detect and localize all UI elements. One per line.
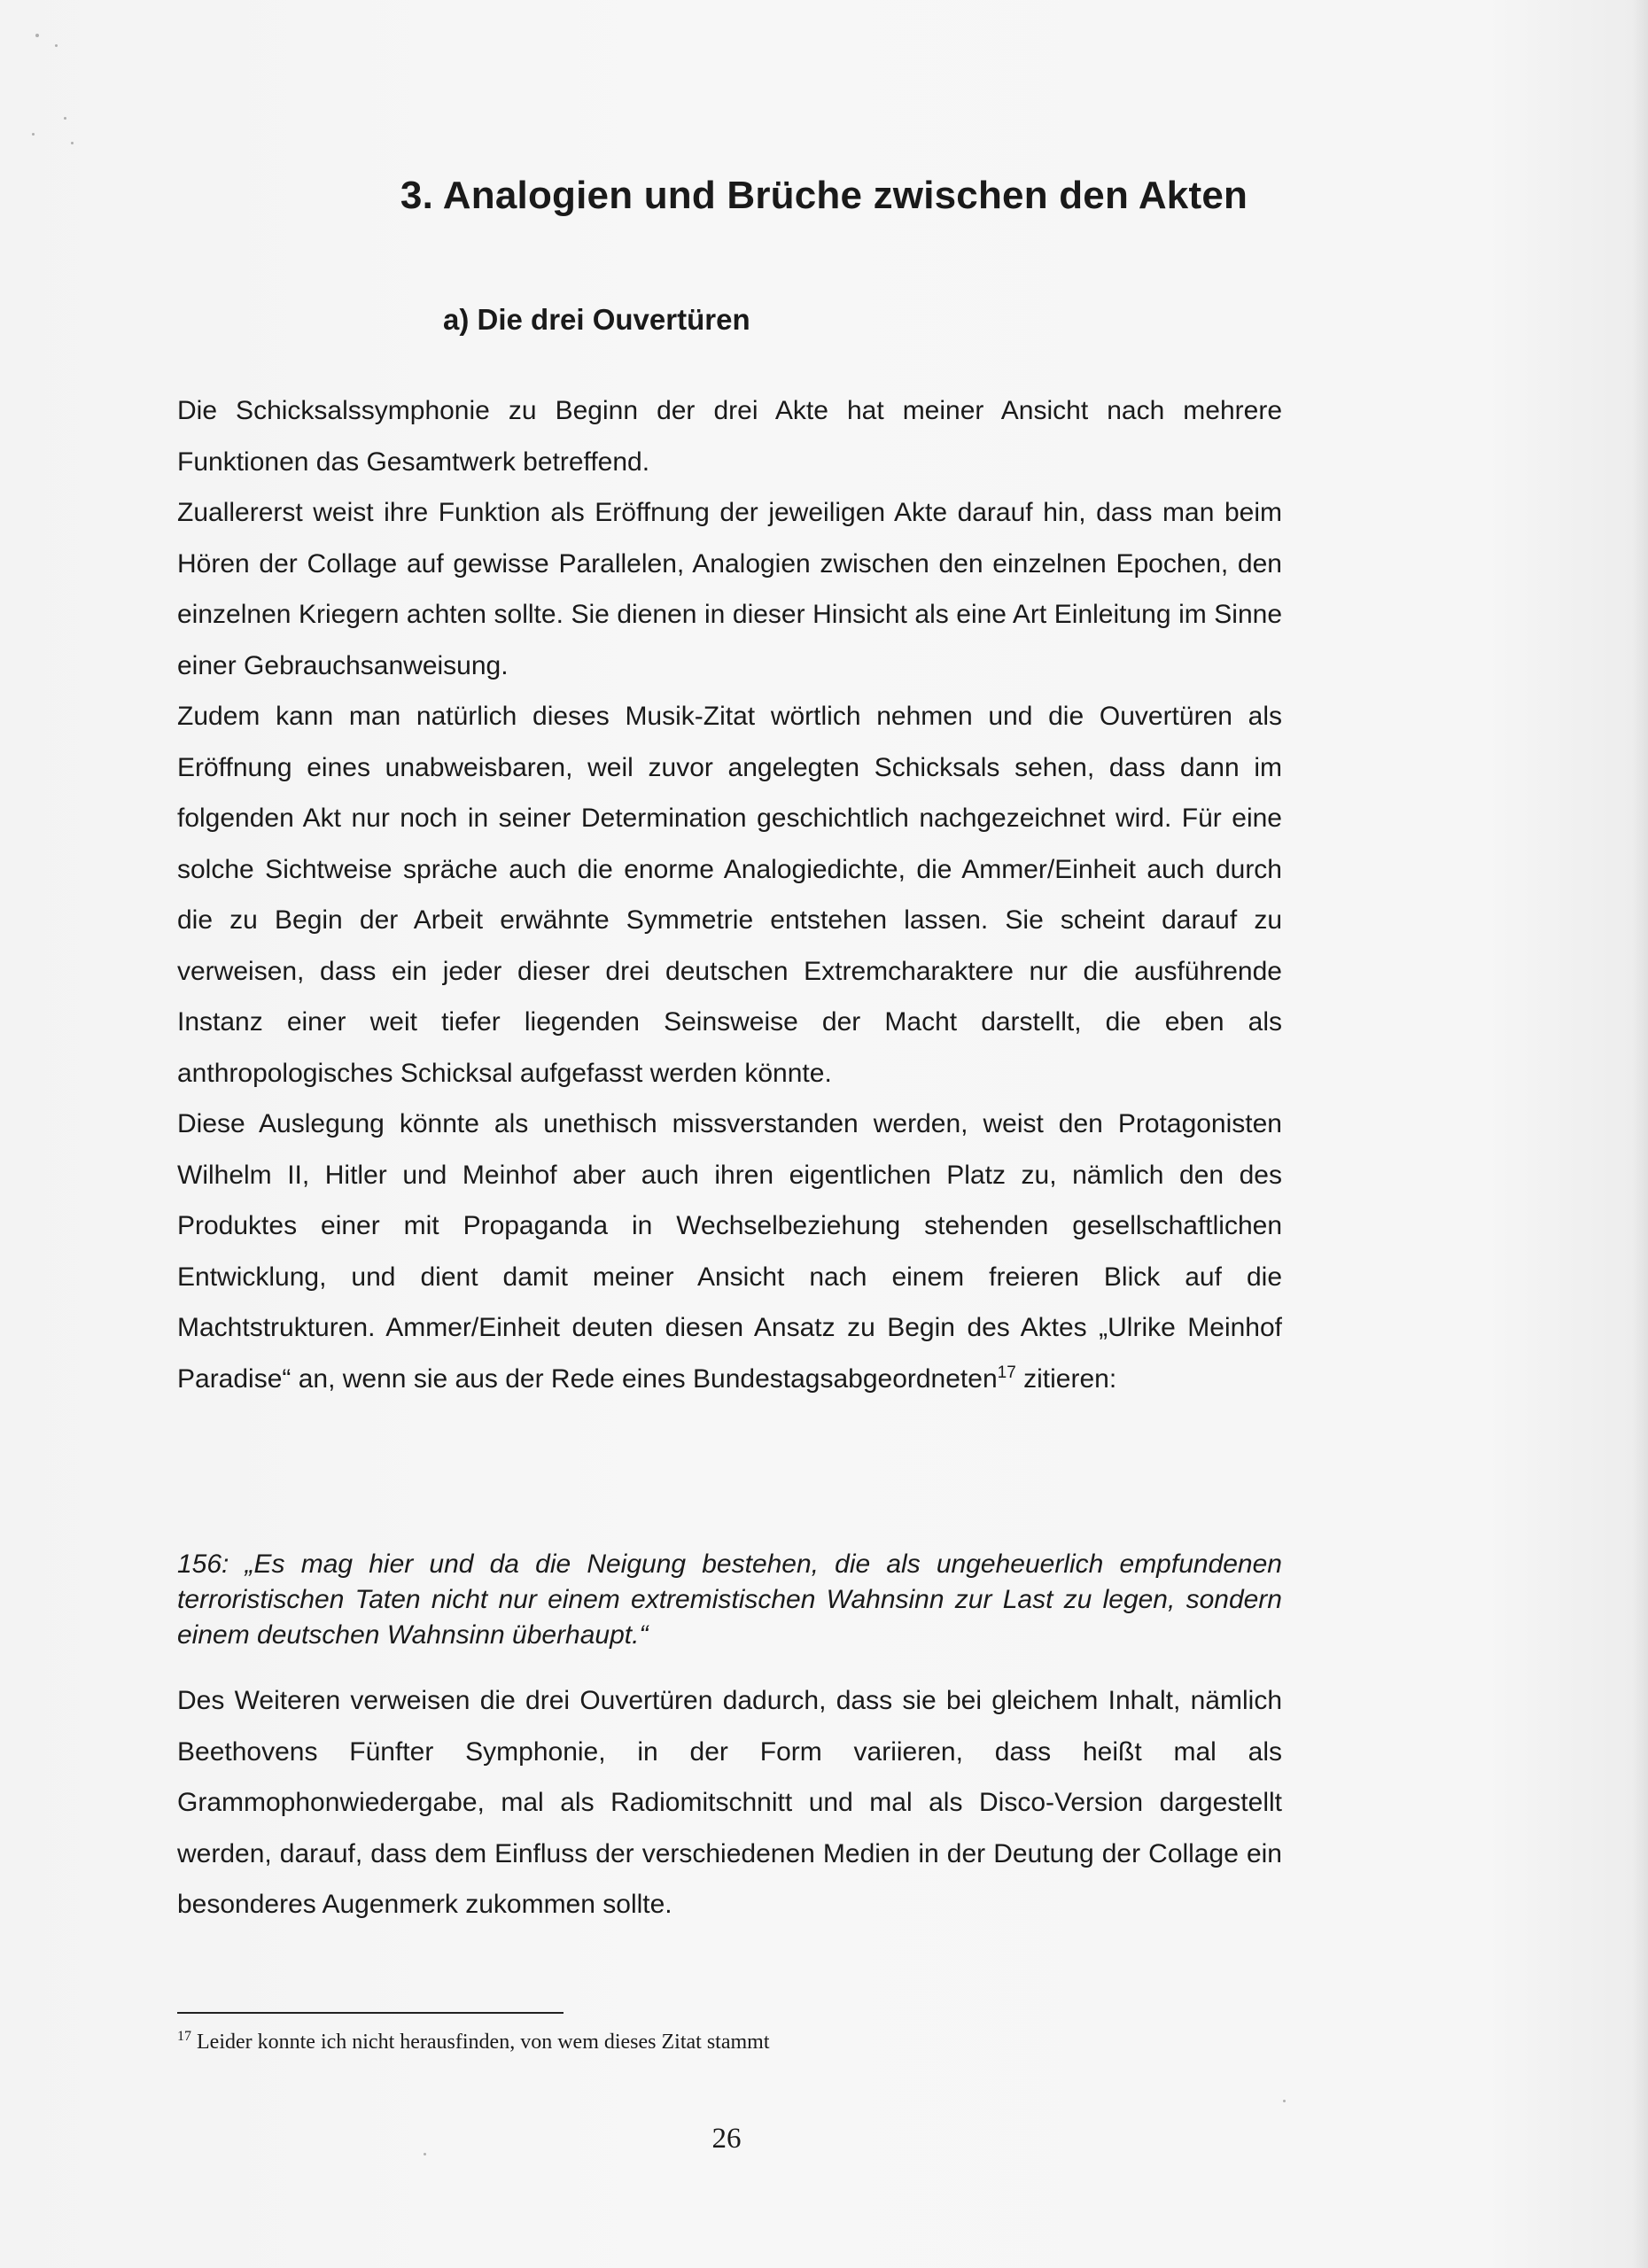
paragraph: Zuallererst weist ihre Funktion als Eröffnung der jeweiligen Akte darauf hin, dass man beim Hören der Collage auf gewisse Parallelen, Analogien zwischen den einzelnen Epochen, den einzelnen Kriegern achten sollte. Sie dienen in dieser Hinsicht als eine Art Einleitung im Sinne einer Gebrauchsanweisung. bbox=[177, 498, 1282, 680]
subsection-title: a) Die drei Ouvertüren bbox=[443, 303, 750, 336]
scan-speck bbox=[1283, 2100, 1286, 2102]
paragraph: Die Schicksalssymphonie zu Beginn der drei Akte hat meiner Ansicht nach mehrere Funktionen das Gesamtwerk betreffend. bbox=[177, 396, 1282, 477]
footnote-text: Leider konnte ich nicht herausfinden, von wem dieses Zitat stammt bbox=[191, 2031, 770, 2054]
footnote-number: 17 bbox=[177, 2029, 191, 2044]
closing-text bbox=[177, 1675, 1282, 1930]
body-text bbox=[177, 385, 1282, 1404]
page-edge-shadow bbox=[1632, 0, 1648, 2268]
footnote-divider bbox=[177, 2012, 564, 2014]
footnote-reference: 17 bbox=[997, 1363, 1016, 1382]
paragraph-with-footnote bbox=[177, 1099, 1282, 1404]
block-quote bbox=[177, 1547, 1282, 1653]
quote-text: 156: „Es mag hier und da die Neigung bestehen, die als ungeheuerlich empfundenen terroristischen Taten nicht nur einem extremistischen Wahnsinn zur Last zu legen, sondern einem deutschen Wahnsinn überhaupt.“ bbox=[177, 1550, 1282, 1650]
scan-speck bbox=[71, 142, 74, 144]
scan-speck bbox=[64, 117, 66, 120]
paragraph: Des Weiteren verweisen die drei Ouvertüren dadurch, dass sie bei gleichem Inhalt, nämlich Beethovens Fünfter Symphonie, in der Form variieren, dass heißt mal als Grammophonwiedergabe, mal als Radiomitschnitt und mal als Disco-Version dargestellt werden, darauf, dass dem Einfluss der verschiedenen Medien in der Deutung der Collage ein besonderes Augenmerk zukommen sollte. bbox=[177, 1686, 1282, 1919]
paragraph: Zudem kann man natürlich dieses Musik-Zitat wörtlich nehmen und die Ouvertüren als Eröffnung eines unabweisbaren, weil zuvor angelegten Schicksals sehen, dass dann im folgenden Akt nur noch in seiner Determination geschichtlich nachgezeichnet wird. Für eine solche Sichtweise spräche auch die enorme Analogiedichte, die Ammer/Einheit auch durch die zu Begin der Arbeit erwähnte Symmetrie entstehen lassen. Sie scheint darauf zu verweisen, dass ein jeder dieser drei deutschen Extremcharaktere nur die ausführende Instanz einer weit tiefer liegenden Seinsweise der Macht darstellt, die eben als anthropologisches Schicksal aufgefasst werden könnte. bbox=[177, 702, 1282, 1088]
footnote bbox=[177, 2031, 770, 2054]
page-number: 26 bbox=[711, 2123, 742, 2155]
paragraph-text-end: zitieren: bbox=[1015, 1363, 1117, 1394]
scan-speck bbox=[35, 34, 39, 37]
scan-speck bbox=[32, 133, 35, 136]
scan-speck bbox=[55, 44, 58, 47]
paragraph-text: Diese Auslegung könnte als unethisch missverstanden werden, weist den Protagonisten Wilhelm II, Hitler und Meinhof aber auch ihren eigentlichen Platz zu, nämlich den des Produktes einer mit Propaganda in Wechselbeziehung stehenden gesellschaftlichen Entwicklung, und dient damit meiner Ansicht nach einem freieren Blick auf die Machtstrukturen. Ammer/Einheit deuten diesen Ansatz zu Begin des Aktes „Ulrike Meinhof Paradise“ an, wenn sie aus der Rede eines Bundestagsabgeordneten bbox=[177, 1109, 1282, 1394]
section-title: 3. Analogien und Brüche zwischen den Akten bbox=[400, 174, 1248, 217]
